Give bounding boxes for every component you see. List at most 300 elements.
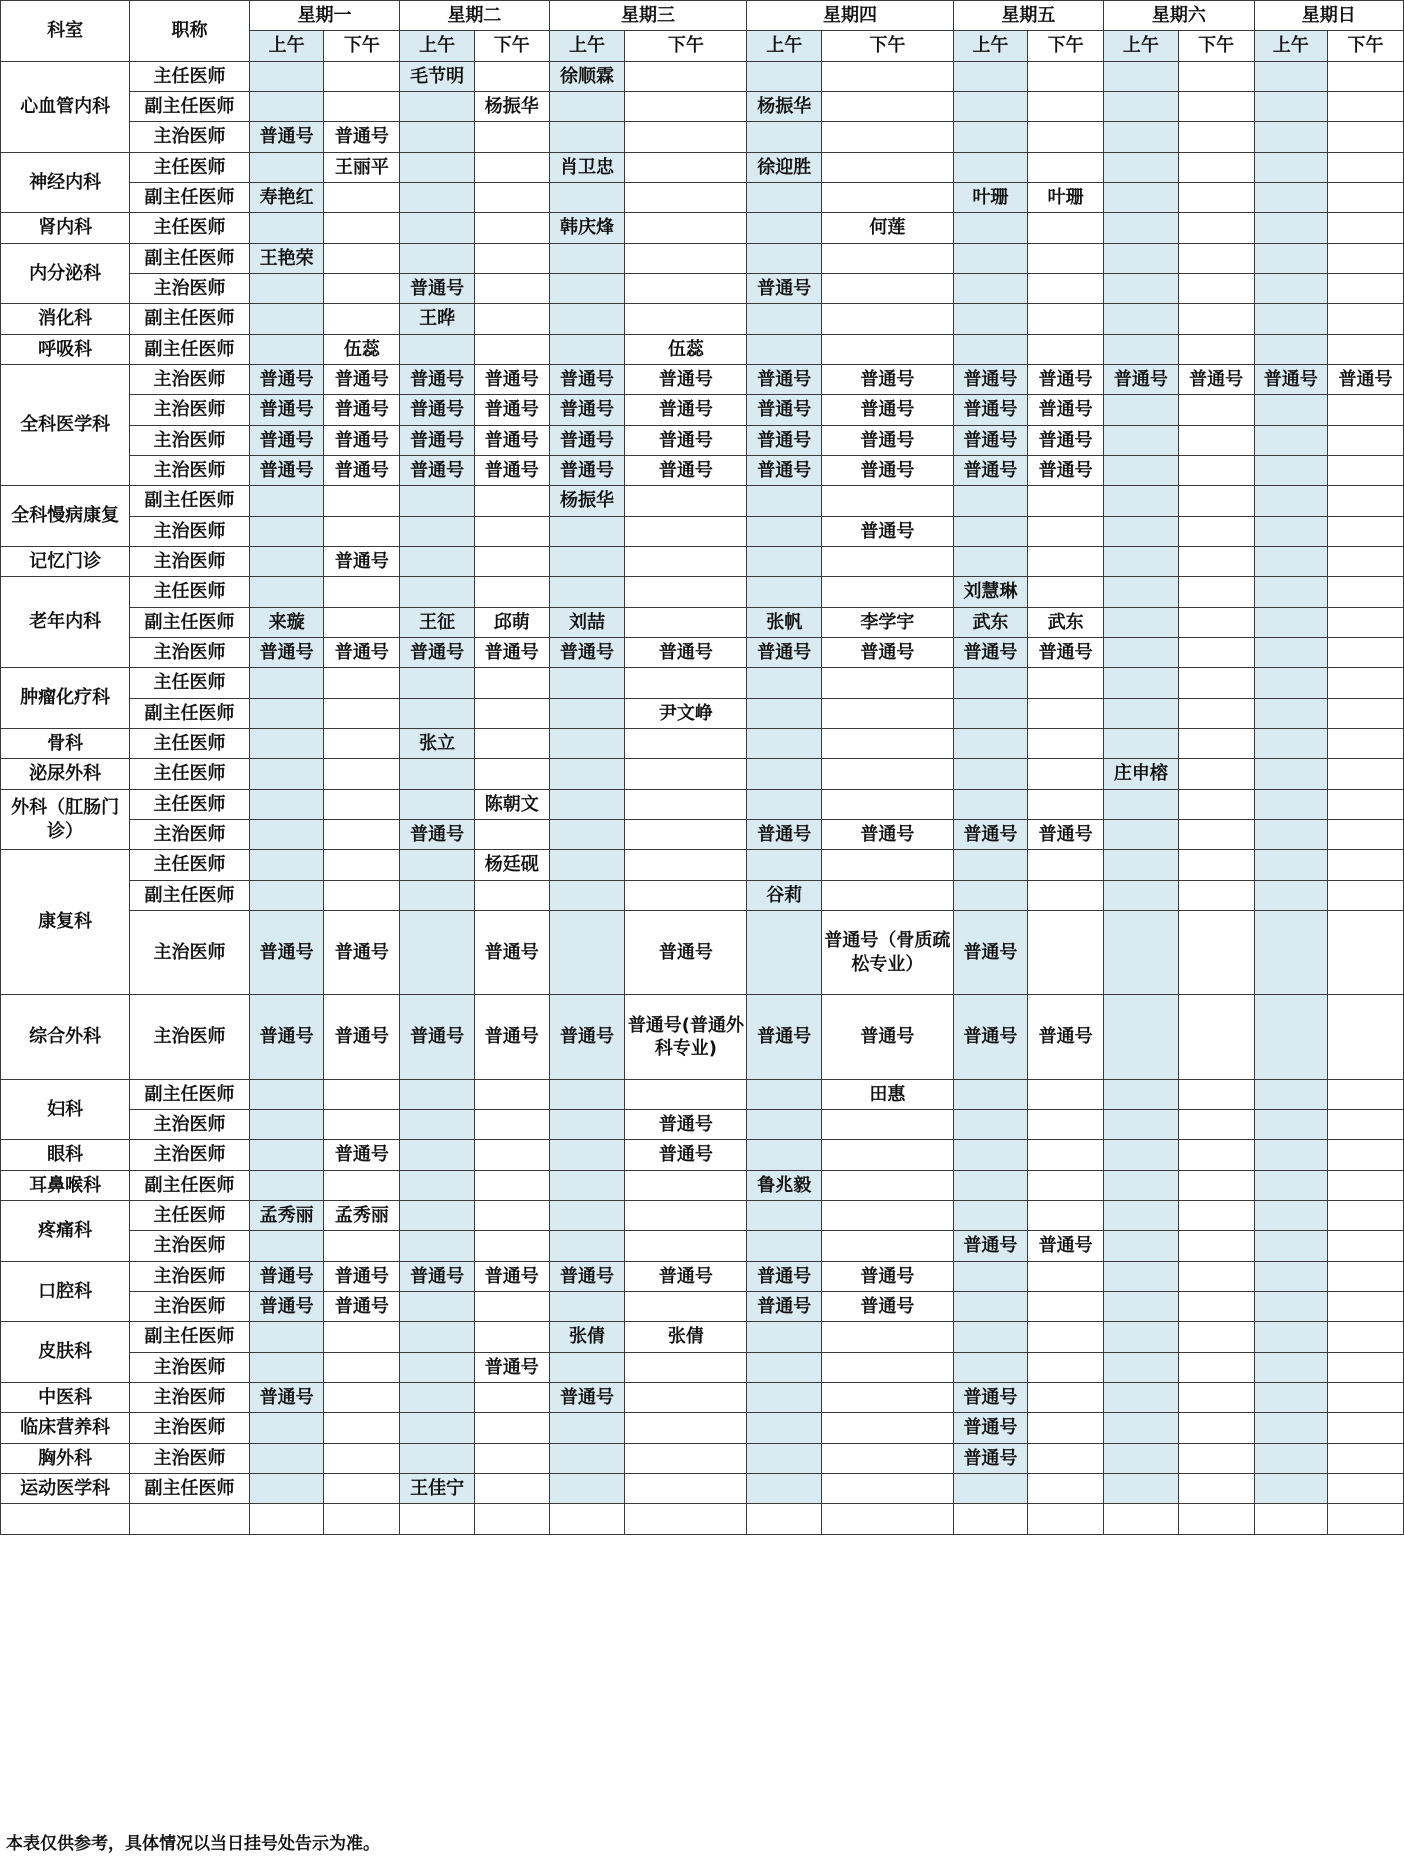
department-cell: 康复科 — [1, 850, 130, 995]
schedule-cell — [1028, 1201, 1104, 1231]
schedule-cell: 普通号（骨质疏松专业） — [822, 911, 954, 995]
schedule-cell — [549, 547, 625, 577]
schedule-cell — [1328, 274, 1404, 304]
schedule-cell — [625, 244, 747, 274]
schedule-cell — [400, 1383, 475, 1413]
day-header: 星期六 — [1104, 1, 1254, 31]
schedule-cell — [1254, 153, 1327, 183]
schedule-cell: 普通号 — [1028, 426, 1104, 456]
table-row — [1, 638, 1404, 668]
schedule-cell — [400, 1413, 475, 1444]
department-cell: 外科（肛肠门诊） — [1, 790, 130, 850]
schedule-cell — [474, 699, 549, 729]
schedule-cell — [747, 668, 822, 699]
schedule-cell — [953, 1322, 1028, 1353]
table-row — [1, 1444, 1404, 1474]
schedule-cell: 王晔 — [400, 304, 475, 335]
schedule-cell: 普通号 — [474, 638, 549, 668]
schedule-cell — [1328, 304, 1404, 335]
schedule-cell — [747, 1080, 822, 1110]
schedule-cell — [1254, 820, 1327, 850]
schedule-cell: 普通号 — [400, 1262, 475, 1292]
schedule-cell — [1178, 668, 1254, 699]
doctor-title-cell: 主治医师 — [130, 1413, 250, 1444]
schedule-cell — [549, 790, 625, 820]
department-cell: 记忆门诊 — [1, 547, 130, 577]
schedule-cell — [324, 1322, 400, 1353]
schedule-cell: 普通号 — [400, 820, 475, 850]
schedule-cell — [1254, 668, 1327, 699]
table-row — [1, 304, 1404, 335]
schedule-cell — [747, 699, 822, 729]
schedule-cell — [747, 304, 822, 335]
schedule-cell — [400, 1231, 475, 1262]
schedule-cell: 李学宇 — [822, 608, 954, 638]
schedule-cell — [953, 699, 1028, 729]
schedule-cell — [1178, 486, 1254, 517]
schedule-cell — [474, 486, 549, 517]
schedule-cell — [474, 122, 549, 153]
schedule-cell — [549, 304, 625, 335]
schedule-cell: 陈朝文 — [474, 790, 549, 820]
schedule-cell: 普通号 — [953, 395, 1028, 426]
schedule-cell: 寿艳红 — [249, 183, 324, 213]
schedule-cell: 武东 — [953, 608, 1028, 638]
schedule-cell — [1178, 1474, 1254, 1504]
schedule-cell — [747, 1444, 822, 1474]
schedule-cell — [1328, 790, 1404, 820]
schedule-cell: 何莲 — [822, 213, 954, 244]
schedule-cell — [549, 122, 625, 153]
schedule-cell — [549, 911, 625, 995]
schedule-cell — [822, 729, 954, 759]
schedule-cell — [1254, 486, 1327, 517]
schedule-cell: 普通号 — [549, 1262, 625, 1292]
schedule-cell: 普通号 — [249, 638, 324, 668]
schedule-cell: 普通号 — [625, 1262, 747, 1292]
schedule-cell — [324, 881, 400, 911]
schedule-cell: 王艳荣 — [249, 244, 324, 274]
table-row — [1, 1231, 1404, 1262]
schedule-cell — [1104, 1262, 1179, 1292]
schedule-cell — [400, 911, 475, 995]
schedule-cell — [400, 577, 475, 608]
schedule-cell — [474, 517, 549, 547]
schedule-cell — [1254, 1231, 1327, 1262]
schedule-cell — [1328, 213, 1404, 244]
blank-cell — [953, 1504, 1028, 1535]
schedule-cell: 武东 — [1028, 608, 1104, 638]
schedule-cell — [324, 729, 400, 759]
schedule-cell — [400, 486, 475, 517]
department-cell: 妇科 — [1, 1080, 130, 1140]
schedule-cell — [1328, 638, 1404, 668]
schedule-cell — [625, 1201, 747, 1231]
schedule-cell: 普通号 — [747, 820, 822, 850]
day-header: 星期二 — [400, 1, 549, 31]
schedule-cell: 普通号 — [474, 1353, 549, 1383]
schedule-cell: 普通号 — [1028, 395, 1104, 426]
title-column-header: 职称 — [130, 1, 250, 62]
department-cell: 消化科 — [1, 304, 130, 335]
schedule-cell — [1178, 426, 1254, 456]
schedule-cell — [1178, 335, 1254, 365]
schedule-cell: 普通号 — [822, 456, 954, 486]
schedule-cell — [953, 881, 1028, 911]
schedule-cell — [249, 335, 324, 365]
schedule-cell — [1104, 668, 1179, 699]
schedule-cell — [549, 517, 625, 547]
schedule-cell — [1028, 1474, 1104, 1504]
department-cell: 皮肤科 — [1, 1322, 130, 1383]
doctor-title-cell: 主治医师 — [130, 638, 250, 668]
blank-cell — [474, 1504, 549, 1535]
schedule-cell: 普通号 — [625, 365, 747, 395]
table-row — [1, 335, 1404, 365]
schedule-cell — [1254, 122, 1327, 153]
am-header: 上午 — [747, 31, 822, 62]
schedule-cell — [474, 1231, 549, 1262]
schedule-cell: 普通号 — [324, 426, 400, 456]
schedule-cell — [747, 486, 822, 517]
schedule-cell: 普通号 — [747, 638, 822, 668]
schedule-cell — [747, 335, 822, 365]
schedule-cell: 徐顺霖 — [549, 62, 625, 92]
schedule-cell — [1254, 244, 1327, 274]
schedule-cell — [625, 183, 747, 213]
schedule-cell — [1104, 1140, 1179, 1171]
footer-note: 本表仅供参考，具体情况以当日挂号处告示为准。 — [6, 1834, 380, 1854]
schedule-cell — [747, 729, 822, 759]
blank-cell — [249, 1504, 324, 1535]
schedule-cell: 普通号 — [474, 456, 549, 486]
schedule-cell — [1328, 486, 1404, 517]
schedule-cell: 普通号 — [249, 365, 324, 395]
schedule-cell — [953, 335, 1028, 365]
schedule-cell — [1104, 92, 1179, 122]
schedule-cell — [747, 1231, 822, 1262]
schedule-cell — [324, 304, 400, 335]
doctor-title-cell: 主治医师 — [130, 1383, 250, 1413]
schedule-cell — [1178, 995, 1254, 1080]
schedule-cell — [1178, 881, 1254, 911]
schedule-cell: 杨振华 — [474, 92, 549, 122]
schedule-cell — [1254, 911, 1327, 995]
pm-header: 下午 — [1178, 31, 1254, 62]
am-header: 上午 — [1254, 31, 1327, 62]
schedule-cell — [747, 759, 822, 790]
schedule-cell — [1178, 456, 1254, 486]
schedule-cell — [1104, 790, 1179, 820]
schedule-cell — [1328, 1110, 1404, 1140]
schedule-cell — [1178, 1262, 1254, 1292]
schedule-cell — [747, 213, 822, 244]
schedule-cell — [1328, 995, 1404, 1080]
schedule-cell — [953, 274, 1028, 304]
schedule-cell — [1028, 1140, 1104, 1171]
schedule-cell — [1254, 213, 1327, 244]
schedule-cell — [1178, 820, 1254, 850]
schedule-cell: 普通号 — [549, 1383, 625, 1413]
schedule-cell — [249, 1474, 324, 1504]
schedule-cell: 张立 — [400, 729, 475, 759]
schedule-cell — [1028, 1110, 1104, 1140]
schedule-cell — [324, 1080, 400, 1110]
schedule-cell — [1254, 638, 1327, 668]
table-row — [1, 1201, 1404, 1231]
schedule-cell — [474, 213, 549, 244]
schedule-cell — [953, 1262, 1028, 1292]
schedule-cell — [953, 790, 1028, 820]
schedule-cell: 普通号 — [822, 638, 954, 668]
schedule-cell — [1104, 1322, 1179, 1353]
table-row — [1, 1353, 1404, 1383]
schedule-cell: 刘喆 — [549, 608, 625, 638]
day-header: 星期四 — [747, 1, 953, 31]
schedule-cell — [1028, 1413, 1104, 1444]
schedule-cell — [625, 304, 747, 335]
schedule-cell — [1104, 395, 1179, 426]
schedule-cell — [1254, 577, 1327, 608]
schedule-cell: 普通号 — [249, 995, 324, 1080]
schedule-cell: 普通号 — [324, 365, 400, 395]
schedule-cell — [953, 1292, 1028, 1322]
schedule-cell — [747, 183, 822, 213]
pm-header: 下午 — [822, 31, 954, 62]
schedule-cell — [400, 1110, 475, 1140]
schedule-cell — [747, 1201, 822, 1231]
doctor-title-cell: 主治医师 — [130, 456, 250, 486]
schedule-cell — [1254, 92, 1327, 122]
schedule-cell — [400, 668, 475, 699]
schedule-cell — [1328, 1171, 1404, 1201]
schedule-cell — [747, 1140, 822, 1171]
schedule-cell: 普通号 — [822, 426, 954, 456]
schedule-cell — [747, 577, 822, 608]
schedule-cell: 普通号 — [953, 426, 1028, 456]
schedule-cell: 普通号 — [549, 456, 625, 486]
schedule-cell — [549, 244, 625, 274]
schedule-cell: 普通号 — [474, 365, 549, 395]
schedule-cell — [1254, 699, 1327, 729]
schedule-cell — [1104, 274, 1179, 304]
schedule-cell: 普通号 — [1178, 365, 1254, 395]
schedule-cell — [1028, 881, 1104, 911]
schedule-cell — [1254, 1110, 1327, 1140]
schedule-cell — [1328, 1413, 1404, 1444]
doctor-title-cell: 主治医师 — [130, 395, 250, 426]
schedule-cell — [1028, 122, 1104, 153]
schedule-cell — [822, 183, 954, 213]
schedule-cell: 普通号 — [324, 1262, 400, 1292]
schedule-cell — [324, 92, 400, 122]
department-cell: 全科慢病康复 — [1, 486, 130, 547]
schedule-cell — [1328, 426, 1404, 456]
blank-row — [1, 1504, 1404, 1535]
schedule-cell — [1028, 1171, 1104, 1201]
doctor-title-cell: 副主任医师 — [130, 486, 250, 517]
schedule-cell — [1254, 1080, 1327, 1110]
schedule-cell — [625, 608, 747, 638]
schedule-cell — [747, 1413, 822, 1444]
department-cell: 中医科 — [1, 1383, 130, 1413]
schedule-cell — [249, 850, 324, 881]
schedule-cell — [400, 1353, 475, 1383]
schedule-cell — [1328, 153, 1404, 183]
schedule-cell — [1328, 183, 1404, 213]
schedule-cell — [1028, 1292, 1104, 1322]
schedule-cell — [1178, 244, 1254, 274]
schedule-cell — [1254, 1413, 1327, 1444]
schedule-cell — [1254, 850, 1327, 881]
schedule-cell — [400, 1080, 475, 1110]
schedule-cell — [747, 1353, 822, 1383]
doctor-title-cell: 主任医师 — [130, 729, 250, 759]
schedule-cell — [1028, 213, 1104, 244]
schedule-cell: 徐迎胜 — [747, 153, 822, 183]
schedule-cell — [474, 1444, 549, 1474]
schedule-cell — [1328, 1231, 1404, 1262]
schedule-cell — [625, 486, 747, 517]
schedule-cell — [474, 729, 549, 759]
schedule-cell — [1328, 1383, 1404, 1413]
schedule-cell — [822, 274, 954, 304]
schedule-cell: 普通号 — [249, 426, 324, 456]
schedule-cell — [549, 759, 625, 790]
schedule-cell — [1328, 517, 1404, 547]
doctor-title-cell: 主任医师 — [130, 213, 250, 244]
schedule-cell: 来璇 — [249, 608, 324, 638]
schedule-cell — [400, 244, 475, 274]
schedule-cell — [1178, 213, 1254, 244]
schedule-cell — [249, 1413, 324, 1444]
schedule-cell: 普通号 — [1254, 365, 1327, 395]
schedule-cell — [1104, 304, 1179, 335]
schedule-cell — [953, 304, 1028, 335]
schedule-cell — [1328, 62, 1404, 92]
schedule-cell: 王佳宁 — [400, 1474, 475, 1504]
schedule-cell — [400, 1171, 475, 1201]
schedule-cell — [1178, 1080, 1254, 1110]
schedule-cell — [249, 517, 324, 547]
department-cell: 心血管内科 — [1, 62, 130, 153]
schedule-cell — [474, 1322, 549, 1353]
schedule-cell — [1104, 1353, 1179, 1383]
schedule-cell — [953, 1110, 1028, 1140]
schedule-cell — [324, 608, 400, 638]
schedule-cell: 普通号 — [549, 395, 625, 426]
schedule-cell — [1328, 395, 1404, 426]
table-row — [1, 820, 1404, 850]
schedule-cell — [953, 1140, 1028, 1171]
schedule-cell — [1104, 881, 1179, 911]
schedule-cell: 普通号 — [249, 1383, 324, 1413]
schedule-cell — [474, 881, 549, 911]
department-cell: 眼科 — [1, 1140, 130, 1171]
schedule-cell — [953, 729, 1028, 759]
schedule-cell — [1178, 1110, 1254, 1140]
schedule-cell — [249, 153, 324, 183]
pm-header: 下午 — [1028, 31, 1104, 62]
schedule-cell — [822, 699, 954, 729]
blank-cell — [400, 1504, 475, 1535]
schedule-cell: 普通号 — [249, 456, 324, 486]
schedule-cell: 普通号 — [549, 365, 625, 395]
schedule-cell — [249, 1110, 324, 1140]
schedule-cell — [1104, 638, 1179, 668]
schedule-cell — [1104, 911, 1179, 995]
doctor-title-cell: 副主任医师 — [130, 304, 250, 335]
department-cell: 呼吸科 — [1, 335, 130, 365]
schedule-cell — [1254, 304, 1327, 335]
schedule-cell: 普通号 — [324, 1292, 400, 1322]
schedule-cell — [625, 881, 747, 911]
schedule-cell — [400, 153, 475, 183]
table-row — [1, 365, 1404, 395]
schedule-cell — [1254, 335, 1327, 365]
schedule-cell — [249, 1171, 324, 1201]
schedule-cell — [747, 122, 822, 153]
schedule-cell — [1328, 759, 1404, 790]
doctor-title-cell: 主治医师 — [130, 1110, 250, 1140]
schedule-cell — [1328, 1080, 1404, 1110]
schedule-cell — [1178, 1383, 1254, 1413]
schedule-cell — [549, 1201, 625, 1231]
schedule-cell — [625, 1080, 747, 1110]
schedule-cell: 普通号 — [822, 517, 954, 547]
schedule-cell — [1254, 1262, 1327, 1292]
schedule-cell — [625, 1292, 747, 1322]
schedule-cell — [549, 577, 625, 608]
schedule-cell: 普通号 — [625, 395, 747, 426]
schedule-cell — [400, 213, 475, 244]
day-header: 星期三 — [549, 1, 747, 31]
schedule-cell — [953, 244, 1028, 274]
doctor-title-cell: 副主任医师 — [130, 881, 250, 911]
schedule-cell — [625, 1383, 747, 1413]
schedule-cell — [953, 213, 1028, 244]
schedule-cell — [1178, 1444, 1254, 1474]
doctor-title-cell: 主任医师 — [130, 153, 250, 183]
doctor-title-cell: 主任医师 — [130, 759, 250, 790]
schedule-cell — [747, 1322, 822, 1353]
schedule-cell — [1178, 274, 1254, 304]
schedule-cell — [1254, 1322, 1327, 1353]
table-row — [1, 122, 1404, 153]
schedule-cell: 普通号 — [953, 1444, 1028, 1474]
table-row — [1, 1140, 1404, 1171]
am-header: 上午 — [1104, 31, 1179, 62]
table-row — [1, 577, 1404, 608]
schedule-cell — [324, 486, 400, 517]
schedule-cell: 普通号 — [953, 1231, 1028, 1262]
blank-cell — [1178, 1504, 1254, 1535]
schedule-cell: 普通号 — [625, 911, 747, 995]
schedule-cell — [1328, 1474, 1404, 1504]
doctor-title-cell: 主治医师 — [130, 1231, 250, 1262]
day-header: 星期日 — [1254, 1, 1403, 31]
schedule-cell — [1254, 790, 1327, 820]
table-row — [1, 1110, 1404, 1140]
schedule-cell — [625, 820, 747, 850]
schedule-cell: 普通号 — [747, 456, 822, 486]
schedule-cell: 鲁兆毅 — [747, 1171, 822, 1201]
doctor-title-cell: 主治医师 — [130, 995, 250, 1080]
schedule-cell — [822, 1353, 954, 1383]
schedule-cell — [249, 486, 324, 517]
doctor-title-cell: 副主任医师 — [130, 699, 250, 729]
doctor-title-cell: 副主任医师 — [130, 1080, 250, 1110]
